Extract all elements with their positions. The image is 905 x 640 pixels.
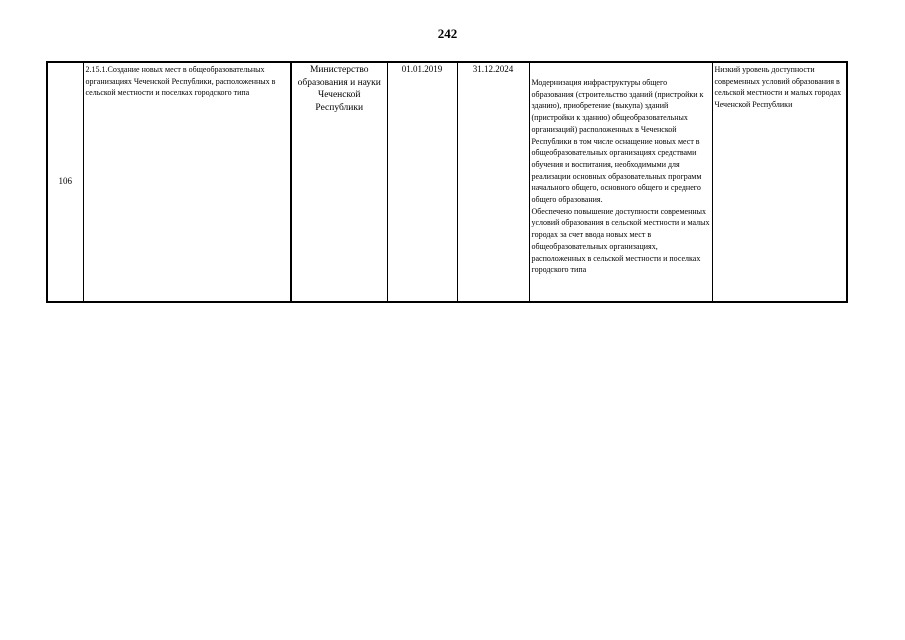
row-index: 106 (47, 62, 83, 302)
page-number: 242 (437, 26, 458, 41)
start-date-cell: 01.01.2019 (387, 62, 457, 302)
expected-result-text-1: Модернизация инфраструктуры общего образования (строительство зданий (пристройки к зданию), приобретение (выкупа) зданий (пристройки к зданию) общеобразовательных организаций) расположенных в Чеченской Республики в том числе оснащение новых мест в общеобразовательных организациях средствами обучения и воспитания, необходимыми для реализации основных образовательных программ начального общего, основного общего и среднего общего образования. (531, 78, 704, 205)
executor-cell: Министерство образования и науки Чеченской Республики (291, 62, 387, 302)
end-date-cell: 31.12.2024 (457, 62, 529, 302)
event-cell: 2.15.1.Создание новых мест в общеобразовательных организациях Чеченской Республики, расположенных в сельской местности и поселках городского типа (83, 62, 291, 302)
program-table (46, 61, 848, 303)
table-row (47, 62, 847, 302)
expected-result-cell (529, 62, 712, 302)
consequence-cell: Низкий уровень доступности современных условий образования в сельской местности и малых городах Чеченской Республики (712, 62, 847, 302)
expected-result-text-2: Обеспечено повышение доступности современных условий образования в сельской местности и малых городах за счет ввода новых мест в общеобразовательных организациях, расположенных в сельской местности и поселках городского типа (531, 206, 710, 275)
